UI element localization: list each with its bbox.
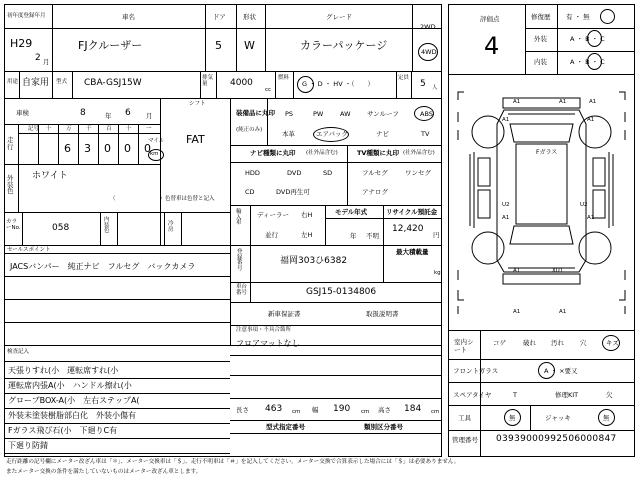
fuel-label: 燃料 [278, 75, 290, 81]
mileage-unit-label: 千 [86, 126, 92, 132]
mileage-unit-label: 十 [126, 126, 132, 132]
drive-2wd: 2WD [420, 23, 436, 31]
interior-grade-options: A ・ B ・ C [570, 58, 605, 66]
spare-tire-option: T [513, 391, 517, 399]
damage-mark: A1 [559, 309, 567, 315]
rating-value: 4 [484, 32, 500, 60]
model-label: 型式 [56, 79, 68, 85]
equipment-label: 装備品に丸印 [236, 109, 275, 117]
navi-type-item: DVD [287, 169, 302, 177]
equipment-item: AW [340, 110, 351, 118]
grade-label: グレード [326, 13, 352, 21]
inspector-note-line: Fガラス飛び石(小 下廻りC有 [8, 426, 118, 435]
mileage-digit: 0 [104, 142, 111, 155]
interior-grade-label: 内装 [534, 58, 547, 66]
car-name-value: FJクルーザー [78, 39, 143, 52]
inspection-label: 車検 [16, 109, 29, 117]
mileage-record-label: 記号 [28, 126, 40, 132]
tv-type-label: TV種類に丸印 [357, 149, 399, 157]
damage-mark: A1 [513, 268, 521, 274]
exterior-grade-options: A ・ B ・ C [570, 35, 605, 43]
shape-label: 形状 [243, 13, 256, 21]
navi-type-label: ナビ種類に丸印 [250, 149, 296, 157]
dealer-label: ディーラー [257, 211, 289, 219]
length-unit: cm [292, 409, 301, 415]
damage-mark: A1 [502, 117, 510, 123]
car-damage-diagram [448, 80, 635, 328]
month-unit: 月 [43, 58, 50, 66]
plate-value: 福岡303ひ6382 [280, 256, 348, 266]
equipment-item: ABS [420, 110, 433, 118]
inspection-year: 8 [80, 108, 86, 118]
repair-options: 有 ・ 無 [566, 13, 590, 21]
damage-mark: A1 [502, 215, 510, 221]
inspection-year-unit: 年 [105, 112, 112, 120]
mileage-label: 走行 [7, 136, 14, 151]
tv-type-item: フルセグ [362, 169, 388, 177]
model-value: CBA-GSJ15W [84, 78, 142, 88]
shape-value: W [244, 39, 255, 52]
width-value: 190 [333, 404, 351, 414]
type-designation-label: 型式指定番号 [266, 423, 305, 431]
seat-scratch-circle [602, 335, 620, 351]
navi-type-item: CD [245, 188, 255, 196]
usage-value: 自家用 [22, 78, 50, 88]
grade-value: カラーパッケージ [300, 39, 388, 52]
warranty-doc: 新車保証書 [268, 310, 301, 318]
recycle-value: 12,420 [392, 224, 424, 234]
height-value: 184 [404, 404, 422, 414]
kg-unit: kg [434, 270, 441, 276]
exterior-label: 外装色 [7, 174, 14, 195]
damage-mark: A1 [513, 309, 521, 315]
seat-option: コゲ [493, 339, 506, 347]
equipment-item: サンルーフ [367, 110, 399, 118]
sales-point-text: JACSバンパー 純正ナビ フルセグ バックカメラ [10, 262, 196, 271]
class-number-label: 類別区分番号 [364, 423, 403, 431]
inspector-note-line: グローブBOX-A(小 左右ステップA( [8, 396, 140, 405]
rating-label: 評価点 [480, 15, 500, 23]
windshield-a-circle [538, 362, 555, 379]
exterior-grade-circle [587, 30, 602, 47]
seat-option: 汚れ [551, 339, 564, 347]
km-unit: km [150, 151, 159, 157]
capacity-label: 定員 [398, 75, 410, 81]
model-year-suffix: 年 [350, 232, 357, 240]
equipment-item: ナビ [376, 130, 389, 138]
exterior-color: ホワイト [32, 171, 68, 181]
mileage-unit-label: 万 [66, 126, 72, 132]
jack-label: ジャッキ [545, 414, 571, 422]
equipment-item: TV [421, 130, 430, 138]
max-load-label: 最大積載量 [396, 248, 429, 256]
damage-mark: A1 [587, 215, 595, 221]
diagram-windshield-note: Fガラス [536, 149, 558, 156]
capacity-value: 5 [420, 79, 426, 89]
mileage-unit-label: 十 [46, 126, 52, 132]
equipment-item: PW [313, 110, 324, 118]
length-value: 463 [265, 404, 283, 414]
inspector-note-line: 外装未塗装樹脂部白化 外装小傷有 [8, 411, 136, 420]
mileage-digit: 0 [124, 142, 131, 155]
chassis-value: GSJ15-0134806 [306, 287, 377, 297]
damage-mark: A1 [559, 99, 567, 105]
height-unit: cm [431, 409, 440, 415]
damage-mark: XU1 [552, 268, 564, 274]
spare-tire-option: 修理KIT [555, 391, 579, 399]
navi-type-sub: (社外品含む) [306, 150, 338, 156]
inspector-notes-label: 検査記入 [7, 349, 30, 355]
fuel-options: G ・ D ・ HV ・（ ） [302, 80, 374, 88]
management-label: 管理番号 [452, 436, 478, 444]
windshield-options: A ・ ×要又 [544, 367, 578, 375]
width-label: 幅 [312, 406, 319, 414]
equipment-item: 本革 [282, 130, 295, 138]
first-reg-year: H29 [10, 37, 33, 50]
tools-value: 無 [509, 414, 516, 422]
mileage-digit: 0 [144, 142, 151, 155]
damage-mark: A1 [513, 99, 521, 105]
height-label: 高さ [378, 406, 391, 414]
jack-value: 無 [603, 414, 610, 422]
seat-option: 穴 [580, 339, 587, 347]
sales-point-label: セールスポイント [7, 247, 51, 253]
mileage-digit: 3 [84, 142, 91, 155]
tools-label: 工具 [458, 414, 471, 422]
damage-mark: A1 [589, 99, 597, 105]
person-unit: 人 [432, 85, 438, 91]
usage-label: 用途 [7, 79, 19, 85]
tv-type-item: アナログ [362, 188, 388, 196]
shift-label: シフト [189, 101, 206, 107]
spare-tire-option: 欠 [606, 391, 613, 399]
equipment-item: エアバック [316, 130, 348, 138]
mileage-unit-label: 一 [146, 126, 152, 132]
equipment-sub-label: (純正のみ) [236, 127, 263, 133]
tv-type-sub: (社外品含む) [403, 150, 435, 156]
footer-line-1: 走行距離の記号欄にメーター改ざん車は「＊」、メーター交換車は「＄」、走行不明車は「＃」を記入してください。メーター交換で合算表示した場合には「＄」は必要ありません。 [6, 459, 460, 465]
interior-notes-text: フロアマットなし [236, 339, 300, 348]
mile-unit: マイル [148, 138, 165, 144]
repair-label: 修復歴 [531, 13, 551, 21]
recycle-label: リサイクル預託金 [386, 208, 438, 216]
color-no-value: 058 [52, 223, 70, 233]
interior-notes-label: 注意事項・不具合箇所 [236, 327, 292, 333]
cooler-label: 冷房 [168, 221, 174, 233]
right-hand-label: 右H [301, 211, 313, 219]
management-value: 03939000992506000847 [496, 434, 617, 444]
interior-color-label: 内装色 [104, 217, 110, 234]
displacement-value: 4000 [230, 78, 253, 88]
drive-4wd: 4WD [421, 48, 437, 56]
inspection-month-unit: 月 [146, 112, 153, 120]
displacement-label: 排気量 [202, 75, 214, 87]
damage-mark: U2 [502, 202, 510, 208]
left-hand-label: 左H [301, 231, 313, 239]
inspection-month: 6 [125, 108, 131, 118]
exterior-color-note: （ ）色替車は色替と記入 [110, 196, 215, 202]
yen-unit: 円 [433, 231, 440, 239]
tv-type-item: ワンセグ [405, 169, 431, 177]
length-label: 長さ [236, 406, 249, 414]
seat-option: 破れ [523, 339, 536, 347]
parallel-label: 並行 [265, 231, 278, 239]
navi-type-item: DVD再生可 [276, 188, 310, 196]
footer-line-2: またメーター交換の条件を満たしていないものはメーター改ざん車とします。 [6, 469, 202, 475]
import-label: 輸入車 [236, 209, 242, 226]
inspector-note-line: 運転席内張A(小 ハンドル擦れ(小 [8, 381, 132, 390]
chassis-label: 車台番号 [236, 284, 248, 296]
shift-value: FAT [186, 133, 205, 146]
exterior-grade-label: 外装 [534, 35, 547, 43]
doors-value: 5 [215, 39, 222, 52]
mileage-digit: 6 [64, 142, 71, 155]
width-unit: cm [361, 409, 370, 415]
seat-option: キズ [606, 339, 619, 347]
mileage-unit-label: 百 [106, 126, 112, 132]
windshield-label: フロントガラス [453, 367, 499, 375]
cc-unit: cc [265, 87, 272, 93]
car-name-label: 車名 [122, 13, 135, 21]
navi-type-item: SD [323, 169, 333, 177]
first-reg-month: 2 [35, 53, 41, 63]
color-no-label: カラーNo. [6, 219, 21, 231]
damage-mark: A1 [587, 117, 595, 123]
manual-doc: 取扱説明書 [366, 310, 399, 318]
equipment-item: PS [285, 110, 294, 118]
model-year-unknown: 不明 [366, 232, 379, 240]
navi-type-item: HDD [245, 169, 260, 177]
model-year-label: モデル年式 [335, 208, 368, 216]
door-label: ドア [213, 13, 226, 21]
interior-grade-circle [587, 53, 602, 70]
damage-mark: U2 [580, 202, 588, 208]
airbag-circle [313, 127, 349, 142]
first-reg-label: 初年度登録年月 [7, 13, 46, 19]
plate-label: 登録番号 [237, 249, 243, 272]
seats-label: 室内シート [454, 338, 474, 355]
inspector-note-line: 下廻り防錆 [8, 441, 48, 450]
inspector-note-line: 天張りすれ(小 運転席すれ(小 [8, 366, 119, 375]
spare-tire-label: スペアタイヤ [453, 391, 492, 399]
repair-none-circle [600, 9, 615, 24]
abs-circle [414, 106, 434, 121]
